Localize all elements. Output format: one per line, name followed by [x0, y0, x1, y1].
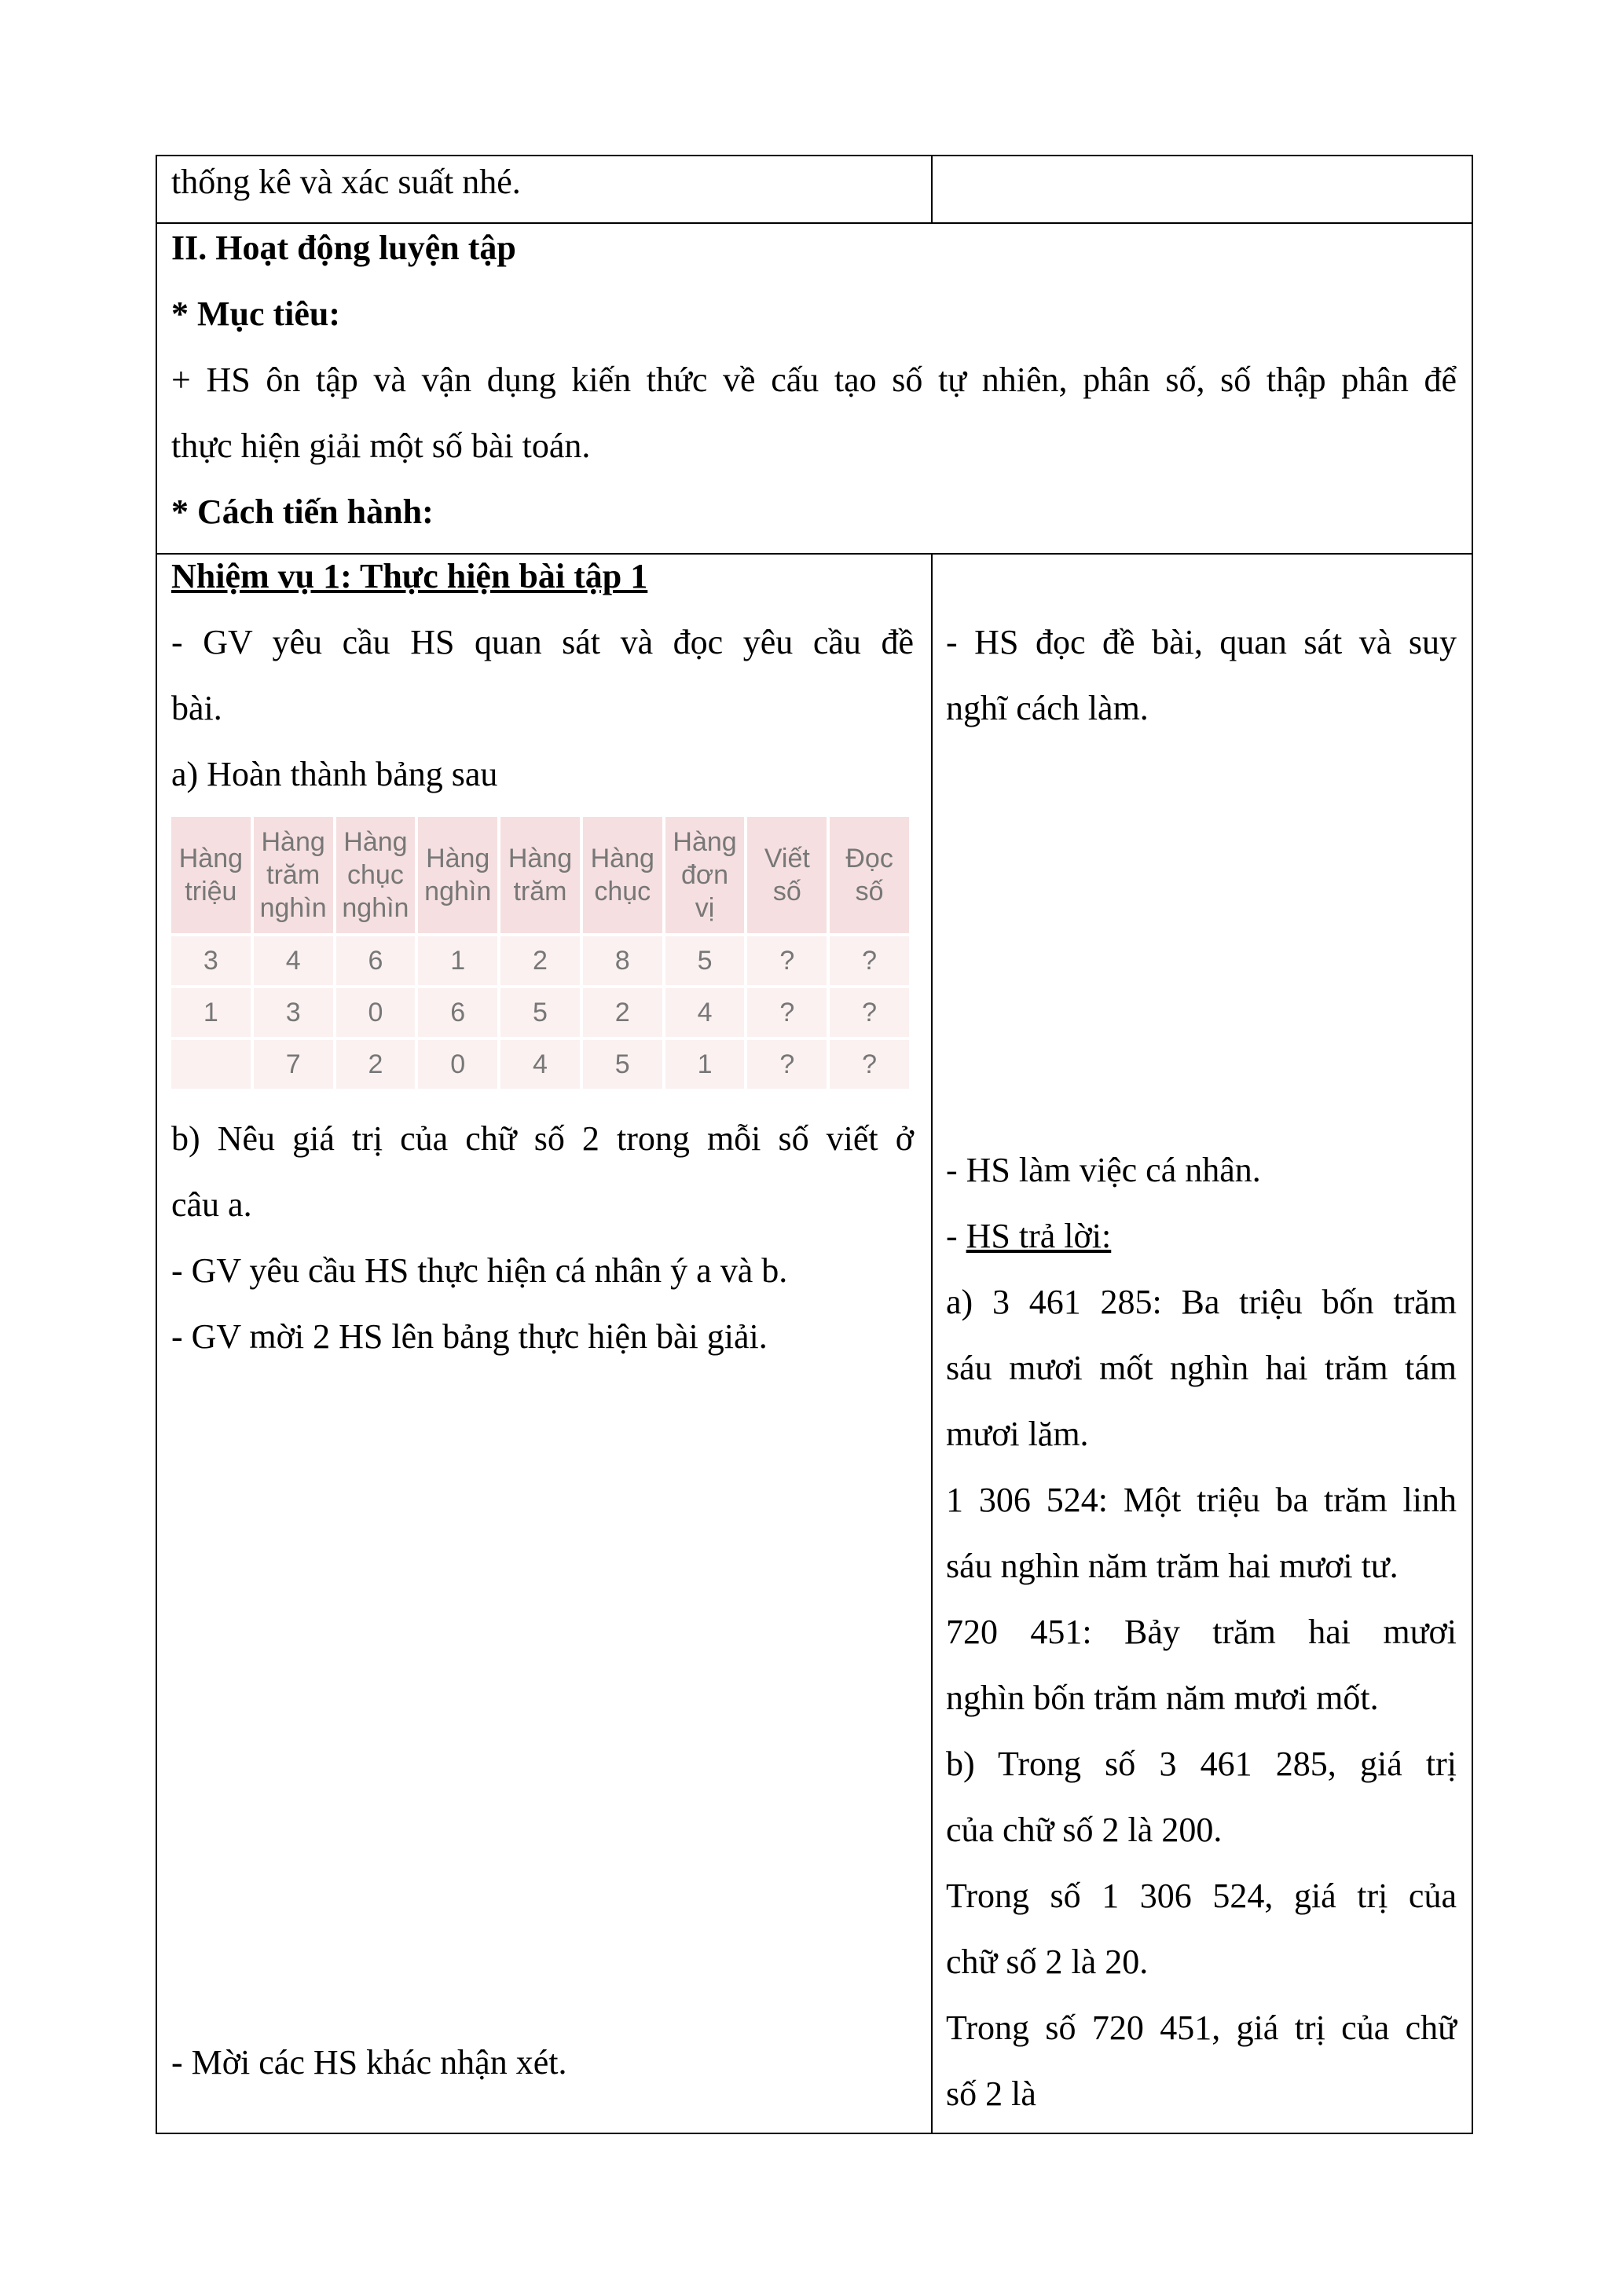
answer-line: sáu nghìn năm trăm hai mươi tư. [946, 1547, 1399, 1585]
table-cell: ? [747, 1040, 830, 1092]
place-value-table [171, 817, 912, 1092]
table-cell: 8 [583, 936, 665, 988]
gv-instruction: - GV mời 2 HS lên bảng thực hiện bài giải. [171, 1317, 768, 1356]
table-cell: 0 [418, 1040, 500, 1092]
method-label: * Cách tiến hành: [171, 493, 434, 531]
objective-line: + HS ôn tập và vận dụng kiến thức về cấu tạo số tự nhiên, phân số, số thập phân để [171, 361, 1457, 399]
table-cell: 2 [500, 936, 583, 988]
table-cell: ? [830, 988, 912, 1040]
table-cell: ? [830, 1040, 912, 1092]
table-header-cell: Hàng chục [583, 817, 665, 936]
table-header-cell: Đọc số [830, 817, 912, 936]
table-header-cell: Viết số [747, 817, 830, 936]
answer-line: chữ số 2 là 20. [946, 1943, 1149, 1981]
answer-line: mươi lăm. [946, 1415, 1089, 1453]
answer-line: Trong số 1 306 524, giá trị của [946, 1877, 1457, 1915]
part-b-label: b) Nêu giá trị của chữ số 2 trong mỗi số viết ở [171, 1119, 914, 1158]
gv-instruction: - GV yêu cầu HS quan sát và đọc yêu cầu đề [171, 623, 914, 661]
gv-instruction: - GV yêu cầu HS thực hiện cá nhân ý a và b. [171, 1251, 788, 1290]
table-cell: 5 [500, 988, 583, 1040]
table-cell: ? [747, 936, 830, 988]
student-activity: nghĩ cách làm. [946, 689, 1149, 727]
answer-line: sáu mươi mốt nghìn hai trăm tám [946, 1349, 1457, 1387]
gv-instruction: - Mời các HS khác nhận xét. [171, 2043, 567, 2082]
table-cell: 5 [665, 936, 748, 988]
table-cell: 5 [583, 1040, 665, 1092]
answer-line: 1 306 524: Một triệu ba trăm linh [946, 1481, 1457, 1519]
table-cell: 7 [254, 1040, 336, 1092]
student-activity: - HS đọc đề bài, quan sát và suy [946, 623, 1457, 661]
gv-instruction: bài. [171, 689, 222, 727]
answer-label: - HS trả lời: [946, 1217, 1112, 1255]
answer-line: 720 451: Bảy trăm hai mươi [946, 1613, 1457, 1651]
part-b-label: câu a. [171, 1185, 252, 1224]
objective-line: thực hiện giải một số bài toán. [171, 427, 591, 465]
table-cell: 2 [336, 1040, 419, 1092]
table-cell: 6 [418, 988, 500, 1040]
answer-line: Trong số 720 451, giá trị của chữ [946, 2009, 1457, 2047]
table-cell: 1 [171, 988, 254, 1040]
answer-line: của chữ số 2 là 200. [946, 1811, 1223, 1849]
table-cell: ? [830, 936, 912, 988]
table-cell: 4 [254, 936, 336, 988]
section-title: II. Hoạt động luyện tập [171, 229, 516, 267]
answer-line: số 2 là [946, 2074, 1036, 2113]
table-header-cell: Hàng đơn vị [665, 817, 748, 936]
task-title: Nhiệm vụ 1: Thực hiện bài tập 1 [171, 557, 648, 595]
table-cell: 4 [500, 1040, 583, 1092]
table-header-cell: Hàng trăm [500, 817, 583, 936]
table-header-cell: Hàng trăm nghìn [254, 817, 336, 936]
row0-left-text: thống kê và xác suất nhé. [171, 163, 521, 201]
answer-line: b) Trong số 3 461 285, giá trị [946, 1745, 1457, 1783]
table-cell: 1 [418, 936, 500, 988]
table-cell: 1 [665, 1040, 748, 1092]
table-cell: 6 [336, 936, 419, 988]
part-a-label: a) Hoàn thành bảng sau [171, 755, 498, 793]
table-cell: 3 [171, 936, 254, 988]
column-divider [931, 553, 933, 2134]
answer-label-text: HS trả lời: [966, 1217, 1112, 1255]
table-cell [171, 1040, 254, 1092]
table-cell: 0 [336, 988, 419, 1040]
objective-label: * Mục tiêu: [171, 295, 341, 333]
student-activity: - HS làm việc cá nhân. [946, 1151, 1261, 1189]
table-header-cell: Hàng triệu [171, 817, 254, 936]
table-cell: 2 [583, 988, 665, 1040]
answer-line: nghìn bốn trăm năm mươi mốt. [946, 1679, 1379, 1717]
table-cell: 3 [254, 988, 336, 1040]
table-cell: 4 [665, 988, 748, 1040]
table-header-cell: Hàng nghìn [418, 817, 500, 936]
table-header-cell: Hàng chục nghìn [336, 817, 419, 936]
answer-line: a) 3 461 285: Ba triệu bốn trăm [946, 1283, 1457, 1321]
table-cell: ? [747, 988, 830, 1040]
column-divider [931, 156, 933, 222]
